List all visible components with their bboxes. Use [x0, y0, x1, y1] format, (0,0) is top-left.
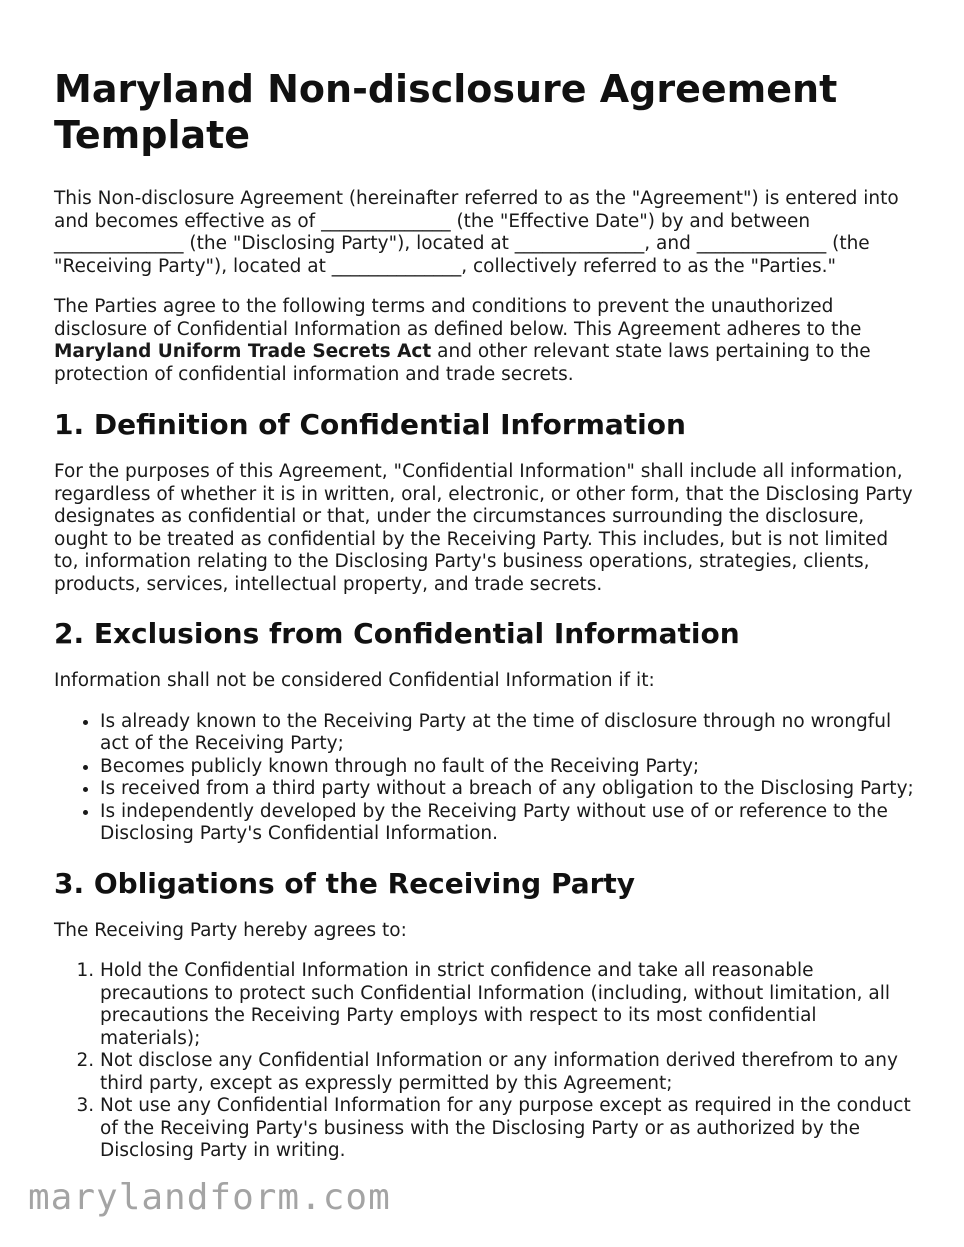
act-name: Maryland Uniform Trade Secrets Act [54, 341, 432, 362]
terms-paragraph [54, 296, 914, 386]
document-title: Maryland Non-disclosure Agreement Template [54, 67, 838, 157]
list-item: 3. Not use any Confidential Information for any purpose except as required in the conduct of the Receiving Party's business with the Disclosing Party or as authorized by the Disclosing Party in writing. [100, 1095, 914, 1163]
list-item: 2. Not disclose any Confidential Information or any information derived therefrom to any third party, except as expressly permitted by this Agreement; [100, 1050, 914, 1095]
section-1-heading: 1. Definition of Confidential Information [54, 408, 686, 441]
document-page [54, 66, 914, 1163]
list-item: • Is received from a third party without a breach of any obligation to the Disclosing Party; [100, 778, 914, 801]
list-item: 1. Hold the Confidential Information in strict confidence and take all reasonable precautions to protect such Confidential Information (including, without limitation, all precautions the Receiving Party employs with respect to its most confidential materials); [100, 960, 914, 1050]
section-2-heading: 2. Exclusions from Confidential Information [54, 617, 740, 650]
list-item: • Is independently developed by the Receiving Party without use of or reference to the Disclosing Party's Confidential Information. [100, 801, 914, 846]
section-2-text: Information shall not be considered Confidential Information if it: [54, 670, 655, 691]
section-3-heading: 3. Obligations of the Receiving Party [54, 866, 636, 900]
intro-paragraph: This Non-disclosure Agreement (hereinafter referred to as the "Agreement") is entered into and becomes effective as of ______________ (the "Effective Date") by and between ______________ (the "Disclosing Party"), located at ______________, and ______________ (the "Receiving Party"), located at ______________, collectively referred to as the "Parties." [54, 188, 899, 277]
exclusions-list [54, 711, 914, 846]
section-3-text: The Receiving Party hereby agrees to: [54, 919, 407, 941]
site-watermark: marylandform.com [28, 1177, 391, 1218]
section-1-text: For the purposes of this Agreement, "Confidential Information" shall include all information, regardless of whether it is in written, oral, electronic, or other form, that the Disclosing Party designates as confidential or that, under the circumstances surrounding the disclosure, ought to be treated as confidential by the Receiving Party. This includes, but is not limited to, information relating to the Disclosing Party's business operations, strategies, clients, products, services, intellectual property, and trade secrets. [54, 461, 913, 595]
list-item: • Is already known to the Receiving Party at the time of disclosure through no wrongful act of the Receiving Party; [100, 711, 914, 756]
obligations-list [54, 960, 914, 1163]
terms-text-after: and other relevant state laws pertaining to the protection of confidential information and trade secrets. [54, 341, 871, 385]
list-item: • Becomes publicly known through no fault of the Receiving Party; [100, 756, 914, 779]
terms-text-before: The Parties agree to the following terms and conditions to prevent the unauthorized disclosure of Confidential Information as defined below. This Agreement adheres to the [54, 296, 862, 340]
